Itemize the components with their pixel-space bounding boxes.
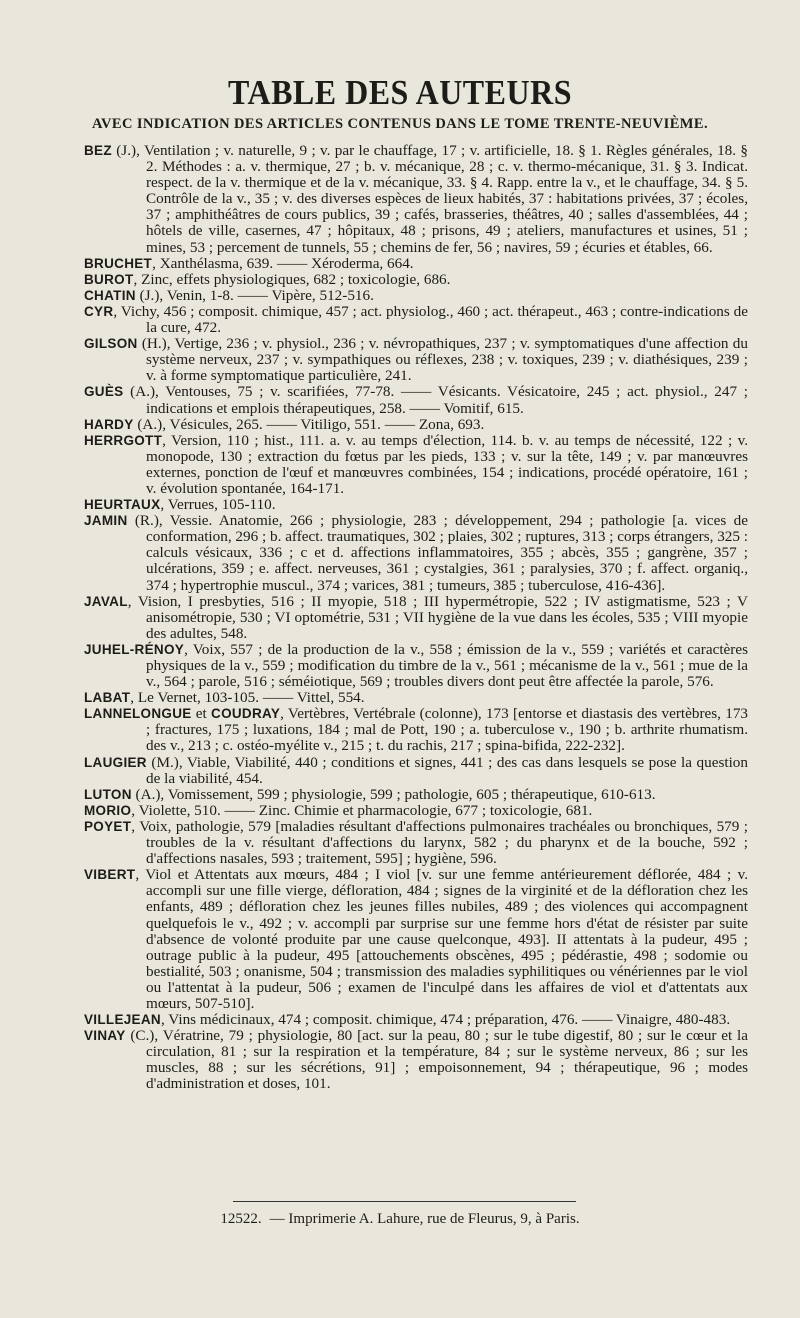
author-name: JAVAL [84, 593, 128, 609]
author-name: BUROT [84, 271, 134, 287]
author-name: LABAT [84, 690, 131, 706]
entry-articles: , Viol et Attentats aux mœurs, 484 ; I viol [v. sur une femme antérieurement déflorée, 484 ; v. accompli sur une fille vierge, défloration, 484 ; signes de la virginité et de la défloration chez les enfants, 489 ; défloration chez les jeunes filles nubiles, 489 ; des violences qui accompagnent quelquefois le v., 492 ; v. accompli par surprise sur une femme hors d'état de résister par suite d'absence de volonté produite par une cause quelconque, 493]. II attentats à la pudeur, 495 ; outrage public à la pudeur, 495 [attouchements obscènes, 495 ; pédérastie, 498 ; sodomie ou bestialité, 503 ; onanisme, 504 ; transmission des maladies syphilitiques ou vénériennes par le viol ou l'attentat à la pudeur, 506 ; examen de l'inculpé dans les affaires de viol et d'attentats aux mœurs, 507-510]. [135, 866, 748, 1012]
entry-articles: , Vertèbres, Vertébrale (colonne), 173 [entorse et diastasis des vertèbres, 173 ; fractures, 175 ; luxations, 184 ; mal de Pott, 190 ; a. tuberculose v., 190 ; b. arthrite rhumatism. des v., 213 ; c. ostéo-myélite v., 215 ; t. du rachis, 217 ; spina-bifida, 222-232]. [146, 705, 749, 755]
author-name: HERRGOTT [84, 432, 163, 448]
author-name: VIBERT [84, 867, 136, 883]
author-name: COUDRAY [211, 706, 281, 722]
author-entry [84, 513, 748, 593]
author-name: HEURTAUX [84, 497, 161, 513]
author-name: MORIO [84, 802, 132, 818]
author-name: LANNELONGUE [84, 706, 192, 722]
author-name: JAMIN [84, 513, 128, 529]
entry-articles: , Voix, pathologie, 579 [maladies résultant d'affections pulmonaires trachéales ou bronchiques, 579 ; troubles de la v. résultant d'affections du larynx, 582 ; du pharynx et de la bouche, 592 ; d'affections nasales, 593 ; traitement, 595] ; hygiène, 596. [131, 817, 748, 868]
author-entry [84, 417, 748, 433]
entry-articles: , Zinc, effets physiologiques, 682 ; toxicologie, 686. [133, 270, 451, 288]
author-entry [84, 787, 748, 803]
printer-imprint [0, 1211, 800, 1228]
author-entry [84, 642, 748, 690]
author-entry [84, 803, 748, 819]
printer-text: — Imprimerie A. Lahure, rue de Fleurus, 9, à Paris. [269, 1211, 580, 1227]
entry-articles: , Version, 110 ; hist., 111. a. v. au temps d'élection, 114. b. v. au temps de nécessité, 122 ; v. monopode, 130 ; extraction du fœtus par les pieds, 133 ; v. sur la tête, 149 ; v. par manœuvres externes, ponction de l'œuf et manœuvres combinées, 154 ; indications, procédé opératoire, 161 ; v. évolution spontanée, 164-171. [146, 431, 748, 497]
author-name: POYET [84, 818, 132, 834]
entry-articles: (J.), Venin, 1-8. —— Vipère, 512-516. [135, 286, 374, 304]
author-entry [84, 594, 748, 642]
author-name: GILSON [84, 336, 138, 352]
author-name: LUTON [84, 786, 132, 802]
author-entry [84, 706, 748, 754]
entry-articles: , Vichy, 456 ; composit. chimique, 457 ; act. physiolog., 460 ; act. thérapeut., 463 ; contre-indications de la cure, 472. [113, 302, 748, 337]
author-entry [84, 819, 748, 867]
author-entry [84, 336, 748, 384]
entry-articles: (M.), Viable, Viabilité, 440 ; conditions et signes, 441 ; des cas dans lesquels se pose la question de la viabilité, 454. [146, 753, 748, 787]
author-entry [84, 433, 748, 497]
author-name: LAUGIER [84, 754, 147, 770]
entry-articles: , Xanthélasma, 639. —— Xéroderma, 664. [152, 254, 414, 272]
author-index [84, 143, 748, 1093]
page-title: TABLE DES AUTEURS [227, 72, 572, 112]
author-entry [84, 143, 748, 256]
print-number: 12522. [220, 1211, 262, 1227]
author-name: CHATIN [84, 287, 136, 303]
entry-articles: (H.), Vertige, 236 ; v. physiol., 236 ; v. névropathiques, 237 ; v. symptomatiques d'une affection du système nerveux, 237 ; v. sympathiques ou réflexes, 238 ; v. toxiques, 239 ; v. diathésiques, 239 ; v. à forme symptomatique particulière, 241. [137, 335, 748, 385]
entry-articles: , Verrues, 105-110. [160, 496, 276, 514]
entry-articles: (A.), Ventouses, 75 ; v. scarifiées, 77-78. —— Vésicants. Vésicatoire, 245 ; act. physiol., 247 ; indications et emplois thérapeutiques, 258. —— Vomitif, 615. [123, 383, 748, 417]
author-entry [84, 256, 748, 272]
entry-articles: (A.), Vomissement, 599 ; physiologie, 599 ; pathologie, 605 ; thérapeutique, 610-613. [131, 785, 656, 803]
author-entry [84, 1012, 748, 1028]
author-entry [84, 755, 748, 787]
author-entry [84, 384, 748, 416]
author-name: BRUCHET [84, 255, 153, 271]
entry-articles: , Voix, 557 ; de la production de la v., 558 ; émission de la v., 559 ; variétés et caractères physiques de la v., 559 ; modification du timbre de la v., 561 ; mécanisme de la v., 561 ; mue de la v., 564 ; parole, 516 ; séméiotique, 569 ; troubles divers dont peut être affectée la parole, 576. [146, 640, 748, 691]
entry-articles: (A.), Vésicules, 265. —— Vitiligo, 551. —— Zona, 693. [133, 415, 485, 433]
author-name: CYR [84, 303, 114, 319]
author-name: GUÈS [84, 384, 124, 400]
author-entry [84, 1028, 748, 1092]
footer-divider [233, 1201, 576, 1202]
author-name: VILLEJEAN [84, 1012, 161, 1028]
entry-articles: , Vins médicinaux, 474 ; composit. chimique, 474 ; préparation, 476. —— Vinaigre, 480-483. [160, 1011, 731, 1029]
author-name: BEZ [84, 143, 112, 158]
entry-articles: (R.), Vessie. Anatomie, 266 ; physiologie, 283 ; développement, 294 ; pathologie [a. vices de conformation, 296 ; b. affect. traumatiques, 302 ; plaies, 302 ; ruptures, 313 ; corps étrangers, 325 : calculs vésicaux, 336 ; c et d. affections inflammatoires, 355 ; abcès, 355 ; gangrène, 357 ; ulcérations, 359 ; e. affect. nerveuses, 361 ; cystalgies, 361 ; paralysies, 370 ; f. affect. organiq., 374 ; hypertrophie muscul., 374 ; varices, 381 ; tumeurs, 385 ; tuberculose, 416-436]. [127, 512, 749, 594]
entry-articles: , Vision, I presbyties, 516 ; II myopie, 518 ; III hypermétropie, 522 ; IV astigmatisme, 523 ; V anisométropie, 530 ; VI optométrie, 531 ; VII hygiène de la vue dans les écoles, 535 ; VIII myopie des adultes, 548. [127, 592, 748, 642]
entry-articles: (J.), Ventilation ; v. naturelle, 9 ; v. par le chauffage, 17 ; v. artificielle, 18. § 1. Règles générales, 18. § 2. Méthodes : a. v. thermique, 27 ; b. v. mécanique, 28 ; c. v. thermo-mécanique, 31. § 3. Indicat. respect. de la v. thermique et de la v. mécanique, 33. § 4. Rapp. entre la v., et le chauffage, 34. § 5. Contrôle de la v., 35 ; v. des diverses espèces de lieux habités, 37 : habitations privées, 37 ; écoles, 37 ; amphithéâtres de cours publics, 39 ; cafés, brasseries, théâtres, 40 ; salles d'assemblées, 44 ; hôtels de ville, casernes, 47 ; hôpitaux, 48 ; prisons, 49 ; ateliers, manufactures et usines, 51 ; mines, 53 ; percement de tunnels, 55 ; chemins de fer, 56 ; navires, 59 ; écuries et étables, 66. [111, 142, 748, 256]
author-entry [84, 304, 748, 336]
author-conjunction: et [191, 705, 212, 723]
entry-articles: (C.), Vératrine, 79 ; physiologie, 80 [act. sur la peau, 80 ; sur le tube digestif, 80 ; sur le cœur et la circulation, 81 ; sur la respiration et la température, 84 ; sur le système nerveux, 86 ; sur les muscles, 88 ; sur les sécrétions, 91] ; empoisonnement, 94 ; thérapeutique, 96 ; modes d'administration et doses, 101. [125, 1027, 748, 1093]
author-entry [84, 272, 748, 288]
author-name: VINAY [84, 1028, 126, 1044]
author-name: HARDY [84, 416, 134, 432]
page-subtitle: AVEC INDICATION DES ARTICLES CONTENUS DANS LE TOME TRENTE-NEUVIÈME. [92, 116, 708, 132]
author-name: JUHEL-RÉNOY [84, 641, 185, 657]
entry-articles: , Violette, 510. —— Zinc. Chimie et pharmacologie, 677 ; toxicologie, 681. [131, 801, 593, 819]
entry-articles: , Le Vernet, 103-105. —— Vittel, 554. [130, 689, 365, 707]
author-entry [84, 497, 748, 513]
author-entry [84, 867, 748, 1012]
author-entry [84, 288, 748, 304]
author-entry [84, 690, 748, 706]
